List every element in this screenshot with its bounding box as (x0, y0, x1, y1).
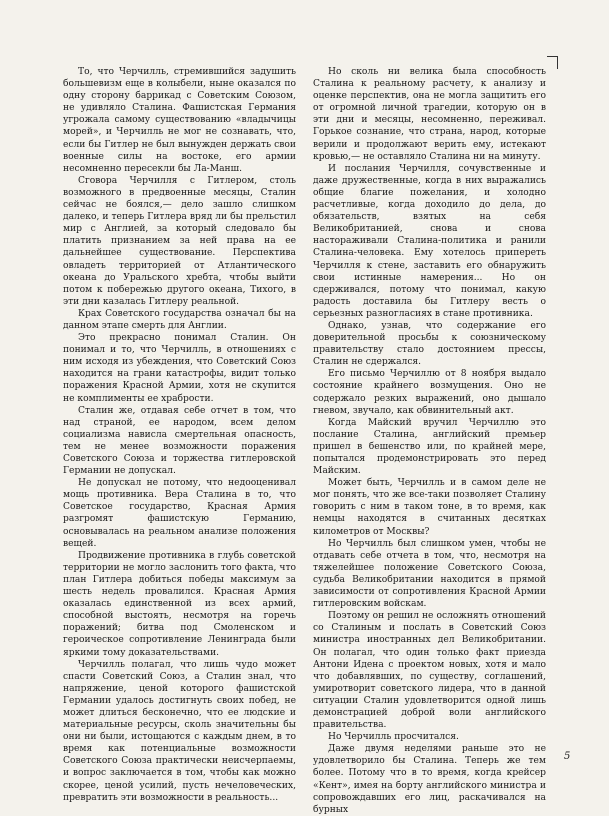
paragraph: Не допускал не потому, что недооценивал мощь противника. Вера Сталина в то, что Советское государство, Красная Армия разгромят фашистскую Германию, основывалась на реальном анализе положения вещей. (63, 478, 296, 549)
page-number: 5 (564, 751, 571, 762)
paragraph: И послания Черчилля, сочувственные и даже дружественные, когда в них выражались общие благие пожелания, и холодно расчетливые, когда доходило до дела, до обязательств, взятых на себя Великобританией, снова и снова настораживали Сталина-политика и ранили Сталина-человека. Ему хотелось припереть Черчилля к стене, заставить его обнаружить свои истинные намерения... Но он сдерживался, потому что понимал, какую радость доставила бы Гитлеру весть о серьезных разногласиях в стане противника. (313, 163, 546, 319)
paragraph: Черчилль полагал, что лишь чудо может спасти Советский Союз, а Сталин знал, что напряжение, ценой которого фашистской Германии удалось достигнуть своих побед, не может длиться бесконечно, что ее людские и материальные ресурсы, сколь значительны бы они ни были, истощаются с каждым днем, в то время как потенциальные возможности Советского Союза практически неисчерпаемы, и вопрос заключается в том, чтобы как можно скорее, ценой усилий, пусть нечеловеческих, превратить эти возможности в реальность... (63, 659, 296, 803)
paragraph: Сталин же, отдавая себе отчет в том, что над страной, ее народом, всем делом социализма нависла смертельная опасность, тем не менее возможности поражения Советского Союза и торжества гитлеровской Германии не допускал. (63, 405, 296, 477)
left-column (63, 66, 296, 804)
paragraph: То, что Черчилль, стремившийся задушить большевизм еще в колыбели, ныне оказался по одну сторону баррикад с Советским Союзом, не удивляло Сталина. Фашистская Германия угрожала самому существованию «владычицы морей», и Черчилль не мог не сознавать, что, если бы Гитлер не был вынужден держать свои военные силы на востоке, его армии несомненно пересекли бы Ла-Манш. (63, 67, 296, 174)
paragraph: Сговора Черчилля с Гитлером, столь возможного в предвоенные месяцы, Сталин сейчас не боялся,— дело зашло слишком далеко, и теперь Гитлера вряд ли бы прельстил мир с Англией, за который следовало бы платить признанием за ней права на ее дальнейшее существование. Перспектива овладеть территорией от Атлантического океана до Уральского хребта, чтобы выйти потом к побережью другого океана, Тихого, в эти дни казалась Гитлеру реальной. (63, 175, 296, 307)
paragraph: Даже двумя неделями раньше это не удовлетворило бы Сталина. Теперь же тем более. Потому что в то время, когда крейсер «Кент», имея на борту английского министра и сопровождавших его лиц, раскачивался на бурных (313, 744, 546, 815)
paragraph: Но Черчилль был слишком умен, чтобы не отдавать себе отчета в том, что, несмотря на тяжелейшее положение Советского Союза, судьба Великобритании находится в прямой зависимости от сопротивления Красной Армии гитлеровским войскам. (313, 538, 546, 610)
right-column (313, 66, 546, 816)
paragraph: Крах Советского государства означал бы на данном этапе смерть для Англии. (63, 308, 296, 331)
paragraph: Но Черчилль просчитался. (328, 732, 459, 743)
paragraph: Когда Майский вручил Черчиллю это послание Сталина, английский премьер пришел в бешенство или, по крайней мере, попытался продемонстрировать это перед Майским. (313, 417, 546, 477)
paragraph: Его письмо Черчиллю от 8 ноября выдало состояние крайнего возмущения. Оно не содержало резких выражений, оно дышало гневом, звучало, как обвинительный акт. (313, 369, 546, 416)
paragraph: Поэтому он решил не осложнять отношений со Сталиным и послать в Советский Союз министра иностранных дел Великобритании. Он полагал, что один только факт приезда Антони Идена с проектом новых, хотя и мало что добавлявших, по существу, соглашений, умиротворит советского лидера, что в данной ситуации Сталин удовлетворится одной лишь демонстрацией доброй воли английского правительства. (313, 611, 546, 731)
paragraph: Это прекрасно понимал Сталин. Он понимал и то, что Черчилль, в отношениях с ним исходя из убеждения, что Советский Союз находится на грани катастрофы, видит только поражения Красной Армии, хотя не скупится не комплименты ее храбрости. (63, 333, 296, 404)
corner-mark (547, 56, 558, 69)
paragraph: Может быть, Черчилль и в самом деле не мог понять, что же все-таки позволяет Сталину говорить с ним в таком тоне, в то время, как немцы находятся в считанных десятках километров от Москвы? (313, 478, 546, 537)
paragraph: Но сколь ни велика была способность Сталина к реальному расчету, к анализу и оценке перспектив, она не могла защитить его от огромной личной трагедии, которую он в эти дни и месяцы, несомненно, переживал. Горькое сознание, что страна, народ, которые верили и продолжают верить ему, истекают кровью,— не оставляло Сталина ни на минуту. (313, 67, 546, 162)
paragraph: Однако, узнав, что содержание его доверительной просьбы к союзническому правительству стало достоянием прессы, Сталин не сдержался. (313, 320, 546, 368)
paragraph: Продвижение противника в глубь советской территории не могло заслонить того факта, что план Гитлера добиться победы максимум за шесть недель провалился. Красная Армия оказалась единственной из всех армий, способной выстоять, несмотря на горечь поражений; битва под Смоленском и героическое сопротивление Ленинграда были яркими тому доказательствами. (63, 550, 296, 658)
